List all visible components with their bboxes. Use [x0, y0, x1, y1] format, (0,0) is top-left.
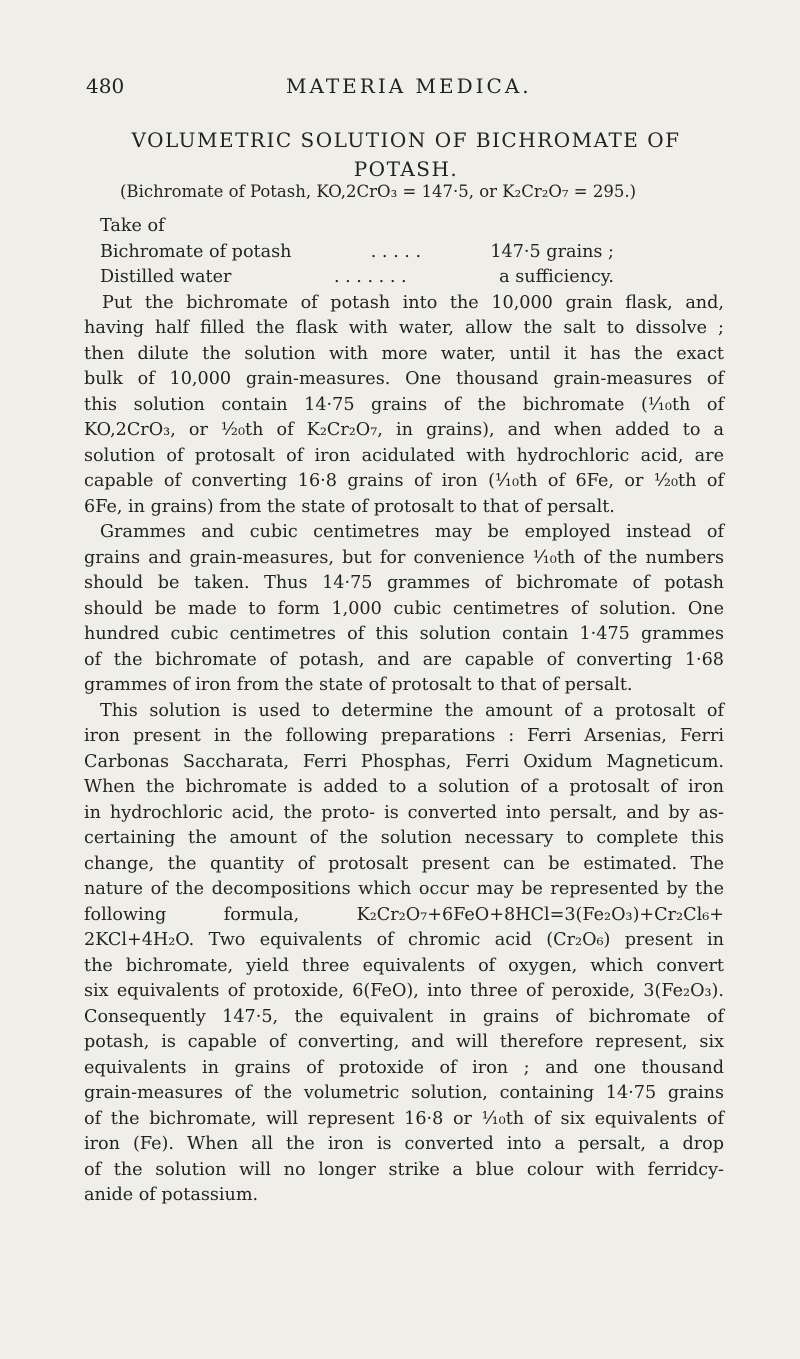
text-line: in hydrochloric acid, the proto- is converted into persalt, and by as- [84, 802, 724, 823]
text-line: change, the quantity of protosalt present can be estimated. The [84, 853, 724, 874]
text-line: grains and grain-measures, but for convenience ¹⁄₁₀th of the numbers [84, 547, 724, 568]
text-line: should be made to form 1,000 cubic centimetres of solution. One [84, 598, 724, 619]
running-title: MATERIA MEDICA. [286, 74, 532, 98]
recipe-item: Distilled water [100, 267, 232, 287]
text-line: certaining the amount of the solution necessary to complete this [84, 828, 724, 848]
text-line: When the bichromate is added to a solution of a protosalt of iron [84, 777, 724, 797]
text-line: of the bichromate, will represent 16·8 or ¹⁄₁₀th of six equivalents of [84, 1108, 724, 1129]
text-line: 2KCl+4H₂O. Two equivalents of chromic acid (Cr₂O₆) present in [84, 930, 724, 950]
page-number: 480 [86, 74, 125, 98]
take-of: Take of [100, 216, 165, 236]
recipe-row [84, 240, 724, 266]
text-line: this solution contain 14·75 grains of the bichromate (¹⁄₁₀th of [84, 394, 724, 415]
text-line: iron present in the following preparations : Ferri Arsenias, Ferri [84, 726, 724, 746]
recipe-amount: a sufficiency. [499, 267, 614, 287]
text-line: Put the bichromate of potash into the 10,000 grain flask, and, [102, 292, 724, 313]
text-line: Grammes and cubic centimetres may be employed instead of [100, 522, 724, 542]
text-line: Carbonas Saccharata, Ferri Phosphas, Ferri Oxidum Magneticum. [84, 751, 724, 772]
formula-note: (Bichromate of Potash, KO,2CrO₃ = 147·5, or K₂Cr₂O₇ = 295.) [120, 182, 637, 201]
recipe-dots: . . . . . . . [333, 267, 407, 287]
text-line: solution of protosalt of iron acidulated with hydrochloric acid, are [84, 445, 724, 466]
text-line: should be taken. Thus 14·75 grammes of bichromate of potash [84, 573, 724, 593]
text-line: This solution is used to determine the amount of a protosalt of [100, 700, 724, 721]
text-line: Consequently 147·5, the equivalent in grains of bichromate of [84, 1006, 724, 1027]
recipe-row [84, 265, 724, 291]
text-line: bulk of 10,000 grain-measures. One thousand grain-measures of [84, 369, 724, 389]
text-line: capable of converting 16·8 grains of iron (¹⁄₁₀th of 6Fe, or ¹⁄₂₀th of [84, 471, 724, 491]
text-line: anide of potassium. [84, 1185, 259, 1205]
text-line: iron (Fe). When all the iron is converted into a persalt, a drop [84, 1134, 724, 1154]
text-line: KO,2CrO₃, or ¹⁄₂₀th of K₂Cr₂O₇, in grains), and when added to a [84, 420, 724, 440]
text-line: potash, is capable of converting, and will therefore represent, six [84, 1032, 724, 1052]
text-line: the bichromate, yield three equivalents of oxygen, which convert [84, 955, 724, 976]
text-line: hundred cubic centimetres of this solution contain 1·475 grammes [84, 624, 724, 644]
recipe-dots: . . . . . [370, 241, 422, 262]
text-line: equivalents in grains of protoxide of iron ; and one thousand [84, 1057, 724, 1078]
text-line: of the solution will no longer strike a blue colour with ferridcy- [84, 1159, 724, 1180]
text-line: 6Fe, in grains) from the state of protosalt to that of persalt. [84, 496, 615, 517]
recipe-item: Bichromate of potash [100, 241, 292, 262]
text-line: nature of the decompositions which occur may be represented by the [84, 879, 724, 899]
page-header [86, 74, 726, 104]
recipe-amount: 147·5 grains ; [490, 241, 614, 262]
text-line: following formula, K₂Cr₂O₇+6FeO+8HCl=3(Fe₂O₃)+Cr₂Cl₆+ [84, 904, 724, 925]
section-title-line-1: VOLUMETRIC SOLUTION OF BICHROMATE OF [131, 128, 681, 152]
text-line: six equivalents of protoxide, 6(FeO), into three of peroxide, 3(Fe₂O₃). [84, 981, 724, 1001]
text-line: grain-measures of the volumetric solution, containing 14·75 grains [84, 1083, 724, 1103]
body-text [84, 214, 724, 1209]
section-title-line-2: POTASH. [353, 157, 459, 181]
text-line: of the bichromate of potash, and are capable of converting 1·68 [84, 649, 724, 670]
text-line: having half filled the flask with water, allow the salt to dissolve ; [84, 318, 724, 338]
text-line: then dilute the solution with more water, until it has the exact [84, 343, 724, 364]
section-title [86, 126, 726, 184]
text-line: grammes of iron from the state of protosalt to that of persalt. [84, 675, 633, 695]
